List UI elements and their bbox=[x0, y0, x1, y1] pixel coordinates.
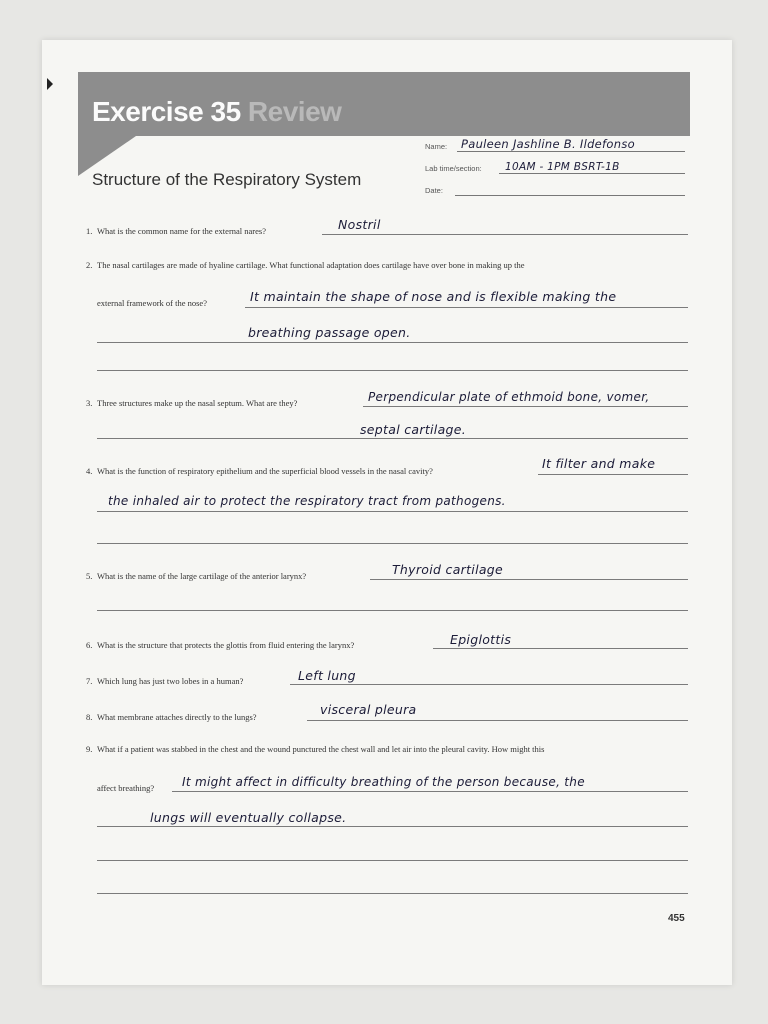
question-text: What membrane attaches directly to the lungs? bbox=[97, 712, 257, 722]
question-9-continued: affect breathing? bbox=[97, 783, 155, 793]
answer-9-line-2: lungs will eventually collapse. bbox=[150, 810, 347, 825]
question-text: Which lung has just two lobes in a human? bbox=[97, 676, 244, 686]
exercise-title-number: Exercise 35 bbox=[92, 96, 241, 127]
question-text: What is the name of the large cartilage of the anterior larynx? bbox=[97, 571, 307, 581]
date-label: Date: bbox=[425, 186, 443, 195]
answer-line bbox=[433, 648, 688, 649]
answer-6-line-1: Epiglottis bbox=[450, 632, 512, 647]
worksheet-subtitle: Structure of the Respiratory System bbox=[92, 170, 362, 189]
answer-line bbox=[363, 406, 688, 407]
answer-line bbox=[97, 543, 688, 544]
question-3 bbox=[86, 398, 297, 408]
answer-line bbox=[322, 234, 688, 235]
answer-line bbox=[97, 860, 688, 861]
name-field[interactable] bbox=[425, 136, 685, 154]
answer-line bbox=[97, 610, 688, 611]
date-line bbox=[455, 195, 685, 196]
answer-2-line-2: breathing passage open. bbox=[248, 325, 411, 340]
exercise-title bbox=[92, 96, 341, 128]
question-number: 6. bbox=[86, 640, 93, 650]
name-label: Name: bbox=[425, 142, 448, 151]
question-1 bbox=[86, 226, 266, 236]
question-text: The nasal cartilages are made of hyaline cartilage. What functional adaptation does cartilage have over bone in making up the bbox=[97, 260, 525, 270]
answer-line bbox=[370, 579, 688, 580]
question-number: 3. bbox=[86, 398, 93, 408]
answer-line bbox=[245, 307, 688, 308]
question-5 bbox=[86, 571, 306, 581]
question-number: 8. bbox=[86, 712, 93, 722]
question-8 bbox=[86, 712, 257, 722]
answer-5-line-1: Thyroid cartilage bbox=[392, 562, 504, 577]
answer-line bbox=[97, 893, 688, 894]
answer-8-line-1: visceral pleura bbox=[320, 702, 417, 717]
exercise-title-review: Review bbox=[247, 96, 342, 127]
date-field[interactable] bbox=[425, 180, 685, 198]
page-number: 455 bbox=[668, 913, 685, 924]
question-number: 5. bbox=[86, 571, 93, 581]
question-number: 4. bbox=[86, 466, 93, 476]
answer-line bbox=[97, 438, 688, 439]
question-number: 2. bbox=[86, 260, 93, 270]
question-text: What is the common name for the external nares? bbox=[97, 226, 266, 236]
question-4 bbox=[86, 466, 433, 476]
answer-line bbox=[97, 342, 688, 343]
name-value: Pauleen Jashline B. Ildefonso bbox=[461, 137, 635, 151]
lab-section-line bbox=[499, 173, 685, 174]
question-number: 9. bbox=[86, 744, 93, 754]
question-9 bbox=[86, 744, 544, 754]
question-7 bbox=[86, 676, 243, 686]
question-2 bbox=[86, 260, 525, 270]
question-text: What is the structure that protects the glottis from fluid entering the larynx? bbox=[97, 640, 355, 650]
question-text: What is the function of respiratory epithelium and the superficial blood vessels in the nasal cavity? bbox=[97, 466, 433, 476]
answer-line bbox=[538, 474, 688, 475]
question-2-continued: external framework of the nose? bbox=[97, 298, 207, 308]
question-number: 7. bbox=[86, 676, 93, 686]
question-text: Three structures make up the nasal septum. What are they? bbox=[97, 398, 298, 408]
question-number: 1. bbox=[86, 226, 93, 236]
answer-line bbox=[290, 684, 688, 685]
question-text: What if a patient was stabbed in the chest and the wound punctured the chest wall and let air into the pleural cavity. How might this bbox=[97, 744, 545, 754]
answer-line bbox=[97, 370, 688, 371]
answer-7-line-1: Left lung bbox=[298, 668, 356, 683]
answer-9-line-1: It might affect in difficulty breathing of the person because, the bbox=[182, 775, 585, 789]
lab-section-value: 10AM - 1PM BSRT-1B bbox=[505, 161, 620, 173]
lab-section-label: Lab time/section: bbox=[425, 164, 482, 173]
answer-line bbox=[97, 511, 688, 512]
answer-2-line-1: It maintain the shape of nose and is flexible making the bbox=[250, 289, 617, 304]
corner-marker bbox=[47, 78, 53, 90]
answer-line bbox=[307, 720, 688, 721]
answer-4-line-1: It filter and make bbox=[542, 456, 656, 471]
answer-line bbox=[172, 791, 688, 792]
answer-1-line-1: Nostril bbox=[338, 217, 381, 232]
answer-3-line-2: septal cartilage. bbox=[360, 422, 467, 437]
question-6 bbox=[86, 640, 354, 650]
name-line bbox=[457, 151, 685, 152]
answer-4-line-2: the inhaled air to protect the respiratory tract from pathogens. bbox=[108, 494, 506, 508]
answer-3-line-1: Perpendicular plate of ethmoid bone, vomer, bbox=[368, 390, 650, 404]
lab-section-field[interactable] bbox=[425, 158, 685, 176]
answer-line bbox=[97, 826, 688, 827]
